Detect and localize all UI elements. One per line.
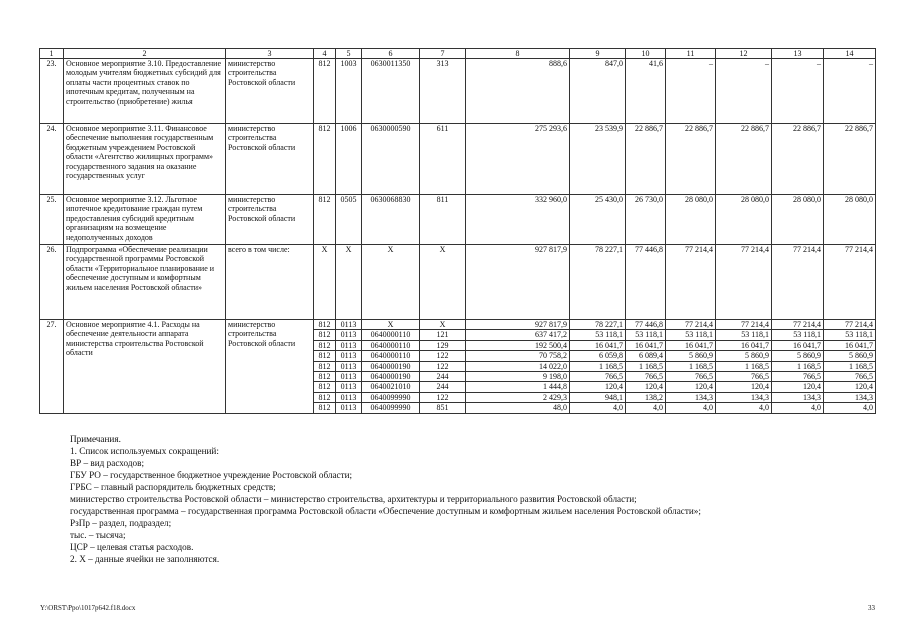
- note-line: 1. Список используемых сокращений:: [70, 446, 219, 456]
- value-cell: 129: [420, 340, 466, 350]
- value-cell: 78 227,1: [570, 245, 626, 320]
- value-cell: 134,3: [824, 392, 876, 402]
- value-cell: 77 214,4: [772, 320, 824, 330]
- value-cell: 766,5: [716, 372, 772, 382]
- grbs-cell: министерство строительства Ростовской области: [226, 320, 314, 414]
- value-cell: –: [772, 59, 824, 124]
- value-cell: 23 539,9: [570, 124, 626, 195]
- budget-table: [39, 48, 876, 414]
- value-cell: 847,0: [570, 59, 626, 124]
- column-header: 3: [226, 49, 314, 59]
- column-header: 14: [824, 49, 876, 59]
- value-cell: 0630000590: [362, 124, 420, 195]
- value-cell: 48,0: [466, 403, 570, 413]
- value-cell: 121: [420, 330, 466, 340]
- value-cell: 0630011350: [362, 59, 420, 124]
- value-cell: 26 730,0: [626, 195, 666, 245]
- value-cell: 16 041,7: [666, 340, 716, 350]
- value-cell: 332 960,0: [466, 195, 570, 245]
- value-cell: 948,1: [570, 392, 626, 402]
- value-cell: 812: [314, 351, 336, 361]
- value-cell: 5 860,9: [824, 351, 876, 361]
- grbs-cell: всего в том числе:: [226, 245, 314, 320]
- value-cell: 53 118,1: [824, 330, 876, 340]
- value-cell: 851: [420, 403, 466, 413]
- value-cell: 41,6: [626, 59, 666, 124]
- note-line: ГРБС – главный распорядитель бюджетных средств;: [70, 482, 276, 492]
- note-line: ВР – вид расходов;: [70, 458, 145, 468]
- value-cell: 0640000190: [362, 372, 420, 382]
- value-cell: 77 214,4: [666, 245, 716, 320]
- value-cell: 1 168,5: [626, 361, 666, 371]
- note-line: РзПр – раздел, подраздел;: [70, 518, 172, 528]
- value-cell: 77 214,4: [772, 245, 824, 320]
- table-row: [40, 245, 876, 320]
- value-cell: 122: [420, 392, 466, 402]
- value-cell: 0640000190: [362, 361, 420, 371]
- value-cell: 120,4: [666, 382, 716, 392]
- value-cell: 134,3: [666, 392, 716, 402]
- value-cell: 53 118,1: [570, 330, 626, 340]
- value-cell: 14 022,0: [466, 361, 570, 371]
- value-cell: 275 293,6: [466, 124, 570, 195]
- value-cell: 4,0: [772, 403, 824, 413]
- value-cell: 0113: [336, 330, 362, 340]
- note-line: 2. Х – данные ячейки не заполняются.: [70, 554, 220, 564]
- value-cell: 0640000110: [362, 340, 420, 350]
- value-cell: 812: [314, 195, 336, 245]
- value-cell: 1 168,5: [570, 361, 626, 371]
- value-cell: 120,4: [626, 382, 666, 392]
- measure-name: Основное мероприятие 3.11. Финансовое обеспечение выполнения государственным бюджетным учреждением Ростовской области «Агентство жилищных программ» государственного задания на оказание государственных услуг: [64, 124, 226, 195]
- value-cell: 77 214,4: [824, 320, 876, 330]
- value-cell: 120,4: [772, 382, 824, 392]
- measure-name: Основное мероприятие 3.10. Предоставление молодым учителям бюджетных субсидий для оплаты части процентных ставок по ипотечным кредитам, полученным на строительство (приобретение) жилья: [64, 59, 226, 124]
- value-cell: 5 860,9: [666, 351, 716, 361]
- note-line: ЦСР – целевая статья расходов.: [70, 542, 194, 552]
- value-cell: 811: [420, 195, 466, 245]
- column-header: 4: [314, 49, 336, 59]
- row-number: 24.: [40, 124, 64, 195]
- value-cell: 22 886,7: [666, 124, 716, 195]
- value-cell: 0113: [336, 372, 362, 382]
- header-row: [40, 49, 876, 59]
- note-line: тыс. – тысяча;: [70, 530, 126, 540]
- value-cell: 77 446,8: [626, 245, 666, 320]
- value-cell: 53 118,1: [626, 330, 666, 340]
- value-cell: 766,5: [666, 372, 716, 382]
- column-header: 6: [362, 49, 420, 59]
- value-cell: X: [314, 245, 336, 320]
- column-header: 11: [666, 49, 716, 59]
- value-cell: 812: [314, 124, 336, 195]
- value-cell: 0113: [336, 340, 362, 350]
- table-body: [40, 59, 876, 414]
- value-cell: 22 886,7: [772, 124, 824, 195]
- footer-file-path: Y:\ORST\Ppo\1017p642.f18.docx: [40, 604, 136, 612]
- value-cell: 53 118,1: [716, 330, 772, 340]
- value-cell: 22 886,7: [716, 124, 772, 195]
- value-cell: 28 080,0: [824, 195, 876, 245]
- value-cell: 22 886,7: [824, 124, 876, 195]
- value-cell: 4,0: [570, 403, 626, 413]
- column-header: 7: [420, 49, 466, 59]
- value-cell: 25 430,0: [570, 195, 626, 245]
- value-cell: 0113: [336, 382, 362, 392]
- value-cell: 812: [314, 372, 336, 382]
- value-cell: 16 041,7: [570, 340, 626, 350]
- grbs-cell: министерство строительства Ростовской области: [226, 195, 314, 245]
- value-cell: 16 041,7: [626, 340, 666, 350]
- value-cell: 0113: [336, 392, 362, 402]
- value-cell: 16 041,7: [716, 340, 772, 350]
- value-cell: 766,5: [570, 372, 626, 382]
- value-cell: 0640099990: [362, 403, 420, 413]
- column-header: 9: [570, 49, 626, 59]
- value-cell: X: [362, 320, 420, 330]
- value-cell: X: [420, 320, 466, 330]
- table-row: [40, 59, 876, 124]
- value-cell: –: [824, 59, 876, 124]
- grbs-cell: министерство строительства Ростовской области: [226, 59, 314, 124]
- value-cell: 53 118,1: [666, 330, 716, 340]
- value-cell: 120,4: [716, 382, 772, 392]
- value-cell: 0113: [336, 351, 362, 361]
- value-cell: 812: [314, 330, 336, 340]
- value-cell: 22 886,7: [626, 124, 666, 195]
- value-cell: 812: [314, 59, 336, 124]
- value-cell: 122: [420, 351, 466, 361]
- measure-name: Основное мероприятие 3.12. Льготное ипотечное кредитование граждан путем предоставления субсидий кредитным организациям на возмещение недополученных доходов: [64, 195, 226, 245]
- value-cell: 244: [420, 382, 466, 392]
- row-number: 23.: [40, 59, 64, 124]
- value-cell: 812: [314, 392, 336, 402]
- column-header: 13: [772, 49, 824, 59]
- value-cell: 766,5: [772, 372, 824, 382]
- value-cell: 0113: [336, 403, 362, 413]
- value-cell: 0640000110: [362, 330, 420, 340]
- column-header: 8: [466, 49, 570, 59]
- value-cell: 888,6: [466, 59, 570, 124]
- grbs-cell: министерство строительства Ростовской области: [226, 124, 314, 195]
- value-cell: X: [420, 245, 466, 320]
- value-cell: 138,2: [626, 392, 666, 402]
- value-cell: 134,3: [772, 392, 824, 402]
- value-cell: 77 214,4: [716, 245, 772, 320]
- value-cell: 766,5: [626, 372, 666, 382]
- value-cell: 6 089,4: [626, 351, 666, 361]
- value-cell: 1 168,5: [772, 361, 824, 371]
- value-cell: 28 080,0: [716, 195, 772, 245]
- value-cell: 5 860,9: [772, 351, 824, 361]
- value-cell: 1 444,8: [466, 382, 570, 392]
- value-cell: 77 214,4: [824, 245, 876, 320]
- value-cell: 1 168,5: [716, 361, 772, 371]
- value-cell: 0640099990: [362, 392, 420, 402]
- column-header: 10: [626, 49, 666, 59]
- value-cell: 1 168,5: [824, 361, 876, 371]
- value-cell: 766,5: [824, 372, 876, 382]
- value-cell: 120,4: [570, 382, 626, 392]
- row-number: 25.: [40, 195, 64, 245]
- note-line: государственная программа – государственная программа Ростовской области «Обеспечение доступным и комфортным жильем населения Ростовской области»;: [70, 506, 701, 516]
- value-cell: 4,0: [626, 403, 666, 413]
- column-header: 5: [336, 49, 362, 59]
- value-cell: 2 429,3: [466, 392, 570, 402]
- value-cell: 120,4: [824, 382, 876, 392]
- value-cell: 6 059,8: [570, 351, 626, 361]
- value-cell: 70 758,2: [466, 351, 570, 361]
- value-cell: 812: [314, 361, 336, 371]
- notes-section: [70, 433, 850, 565]
- value-cell: 812: [314, 340, 336, 350]
- page-number: 33: [868, 604, 875, 612]
- value-cell: 78 227,1: [570, 320, 626, 330]
- value-cell: 53 118,1: [772, 330, 824, 340]
- table-row: [40, 320, 876, 330]
- value-cell: 4,0: [716, 403, 772, 413]
- table-row: [40, 124, 876, 195]
- value-cell: 244: [420, 372, 466, 382]
- value-cell: 28 080,0: [772, 195, 824, 245]
- value-cell: –: [716, 59, 772, 124]
- column-header: 2: [64, 49, 226, 59]
- value-cell: 77 446,8: [626, 320, 666, 330]
- value-cell: 0640000110: [362, 351, 420, 361]
- value-cell: 16 041,7: [824, 340, 876, 350]
- value-cell: 9 198,0: [466, 372, 570, 382]
- value-cell: 4,0: [666, 403, 716, 413]
- value-cell: 927 817,9: [466, 245, 570, 320]
- value-cell: 1 168,5: [666, 361, 716, 371]
- value-cell: 77 214,4: [716, 320, 772, 330]
- value-cell: 1003: [336, 59, 362, 124]
- value-cell: X: [362, 245, 420, 320]
- measure-name: Основное мероприятие 4.1. Расходы на обеспечение деятельности аппарата министерства строительства Ростовской области: [64, 320, 226, 414]
- value-cell: 611: [420, 124, 466, 195]
- value-cell: 637 417,2: [466, 330, 570, 340]
- value-cell: 0640021010: [362, 382, 420, 392]
- row-number: 27.: [40, 320, 64, 414]
- value-cell: 812: [314, 382, 336, 392]
- column-header: 12: [716, 49, 772, 59]
- value-cell: 313: [420, 59, 466, 124]
- value-cell: 0505: [336, 195, 362, 245]
- value-cell: 812: [314, 403, 336, 413]
- value-cell: 77 214,4: [666, 320, 716, 330]
- value-cell: 0113: [336, 320, 362, 330]
- value-cell: 16 041,7: [772, 340, 824, 350]
- value-cell: X: [336, 245, 362, 320]
- value-cell: 1006: [336, 124, 362, 195]
- value-cell: –: [666, 59, 716, 124]
- value-cell: 28 080,0: [666, 195, 716, 245]
- value-cell: 927 817,9: [466, 320, 570, 330]
- value-cell: 812: [314, 320, 336, 330]
- column-header: 1: [40, 49, 64, 59]
- value-cell: 134,3: [716, 392, 772, 402]
- value-cell: 0113: [336, 361, 362, 371]
- value-cell: 5 860,9: [716, 351, 772, 361]
- note-line: ГБУ РО – государственное бюджетное учреждение Ростовской области;: [70, 470, 353, 480]
- note-line: министерство строительства Ростовской области – министерство строительства, архитектуры и территориального развития Ростовской области;: [70, 494, 637, 504]
- table-row: [40, 195, 876, 245]
- note-line: Примечания.: [70, 434, 121, 444]
- measure-name: Подпрограмма «Обеспечение реализации государственной программы Ростовской области «Территориальное планирование и обеспечение доступным и комфортным жильем населения Ростовской области»: [64, 245, 226, 320]
- value-cell: 0630068830: [362, 195, 420, 245]
- value-cell: 4,0: [824, 403, 876, 413]
- value-cell: 192 500,4: [466, 340, 570, 350]
- value-cell: 122: [420, 361, 466, 371]
- row-number: 26.: [40, 245, 64, 320]
